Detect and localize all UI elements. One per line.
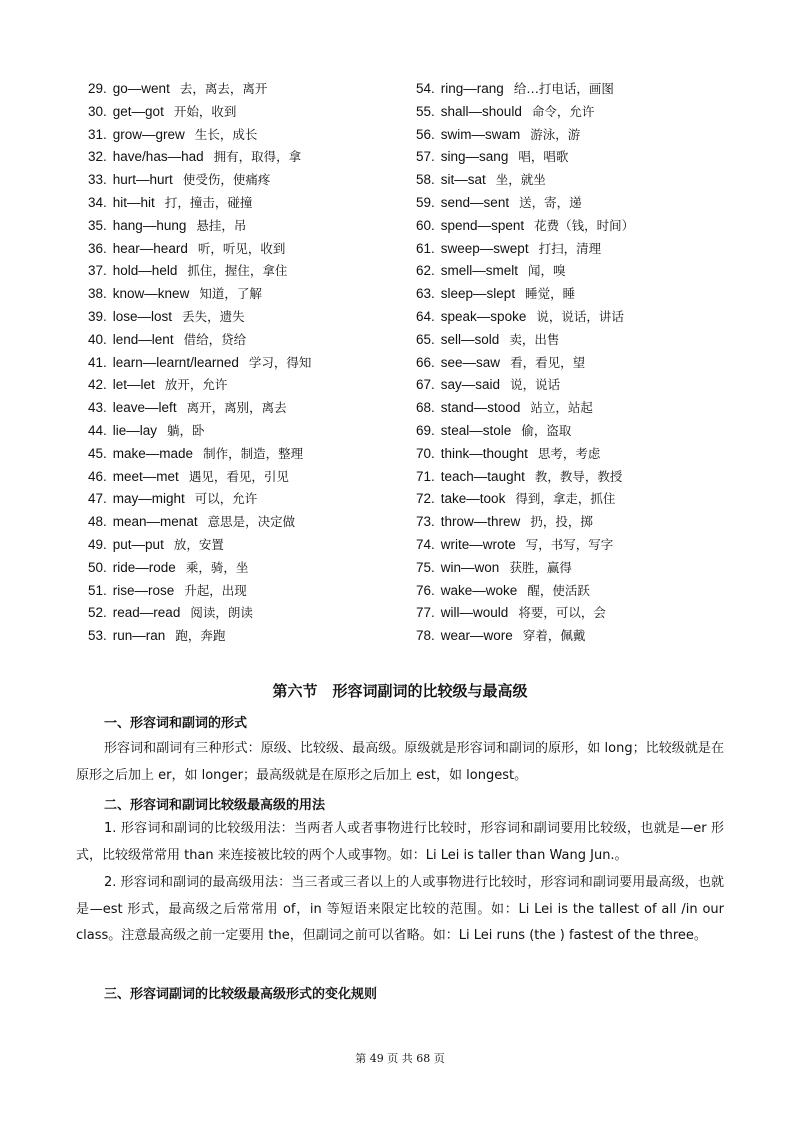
- verb-meaning: 躺，卧: [167, 422, 205, 438]
- verb-forms: hang—hung: [112, 217, 187, 233]
- entry-number: 75.: [416, 559, 435, 575]
- entry-number: 33.: [88, 172, 107, 188]
- verb-forms: shall—should: [440, 103, 522, 119]
- verb-forms: sell—sold: [440, 331, 500, 347]
- verb-forms: grow—grew: [112, 126, 185, 142]
- verb-forms: think—thought: [440, 445, 528, 461]
- verb-meaning: 跑，奔跑: [175, 628, 226, 644]
- heading-rules: 三、形容词副词的比较级最高级形式的变化规则: [104, 987, 378, 1002]
- verb-entry: [88, 260, 408, 283]
- verb-forms: steal—stole: [440, 422, 512, 438]
- entry-number: 49.: [88, 536, 107, 552]
- verb-forms: sit—sat: [440, 172, 486, 188]
- verb-entry: [88, 625, 408, 648]
- verb-meaning: 教，教导，教授: [534, 468, 623, 484]
- entry-number: 72.: [416, 491, 435, 507]
- verb-entry: [416, 534, 736, 557]
- verb-entry: [88, 580, 408, 603]
- entry-number: 66.: [416, 354, 435, 370]
- verb-meaning: 打扫，清理: [538, 240, 602, 256]
- verb-entry: [416, 580, 736, 603]
- heading-forms: 一、形容词和副词的形式: [104, 716, 248, 731]
- verb-entry: [416, 466, 736, 489]
- entry-number: 77.: [416, 605, 435, 621]
- verb-meaning: 乘，骑，坐: [185, 559, 249, 575]
- verb-entry: [88, 215, 408, 238]
- verb-forms: learn—learnt/learned: [112, 354, 239, 370]
- verb-meaning: 唱，唱歌: [518, 149, 569, 165]
- verb-entry: [416, 488, 736, 511]
- entry-number: 78.: [416, 628, 435, 644]
- verb-meaning: 知道，了解: [199, 286, 262, 302]
- entry-number: 60.: [416, 217, 435, 233]
- verb-list-right: [416, 78, 736, 648]
- verb-forms: let—let: [112, 377, 155, 393]
- verb-entry: [416, 78, 736, 101]
- verb-entry: [88, 374, 408, 397]
- verb-forms: meet—met: [112, 468, 179, 484]
- entry-number: 58.: [416, 172, 435, 188]
- verb-forms: ride—rode: [112, 559, 176, 575]
- entry-number: 48.: [88, 514, 107, 530]
- verb-entry: [88, 169, 408, 192]
- verb-meaning: 学习，得知: [248, 354, 312, 370]
- verb-meaning: 命令，允许: [531, 103, 595, 119]
- verb-meaning: 坐，就坐: [495, 172, 546, 188]
- verb-meaning: 抓住，握住，拿住: [187, 263, 288, 279]
- verb-entry: [416, 420, 736, 443]
- verb-forms: throw—threw: [440, 514, 521, 530]
- entry-number: 29.: [88, 81, 107, 96]
- verb-meaning: 拥有，取得，拿: [213, 149, 302, 165]
- page-footer: 第 49 页 共 68 页: [355, 1052, 445, 1065]
- verb-entry: [416, 602, 736, 625]
- verb-meaning: 给…打电话，画图: [513, 81, 614, 96]
- verb-entry: [416, 306, 736, 329]
- verb-forms: hold—held: [112, 263, 178, 279]
- verb-meaning: 看，看见，望: [510, 354, 586, 370]
- entry-number: 76.: [416, 582, 435, 598]
- entry-number: 39.: [88, 308, 107, 324]
- entry-number: 30.: [88, 103, 107, 119]
- verb-entry: [88, 146, 408, 169]
- entry-number: 37.: [88, 263, 107, 279]
- verb-entry: [88, 306, 408, 329]
- verb-entry: [416, 146, 736, 169]
- verb-forms: read—read: [112, 605, 181, 621]
- verb-meaning: 放开，允许: [164, 377, 228, 393]
- verb-forms: speak—spoke: [440, 308, 527, 324]
- verb-entry: [88, 283, 408, 306]
- verb-entry: [416, 192, 736, 215]
- verb-meaning: 卖，出售: [509, 331, 560, 347]
- entry-number: 57.: [416, 149, 435, 165]
- verb-forms: go—went: [112, 81, 170, 96]
- verb-forms: spend—spent: [440, 217, 525, 233]
- verb-entry: [88, 329, 408, 352]
- entry-number: 68.: [416, 400, 435, 416]
- verb-entry: [416, 329, 736, 352]
- entry-number: 35.: [88, 217, 107, 233]
- verb-entry: [416, 283, 736, 306]
- entry-number: 45.: [88, 445, 107, 461]
- verb-forms: run—ran: [112, 628, 166, 644]
- entry-number: 59.: [416, 194, 435, 210]
- paragraph-forms: 形容词和副词有三种形式：原级、比较级、最高级。原级就是形容词和副词的原形，如 long；比较级就是在原形之后加上 er，如 longer；最高级就是在原形之后加上 est，如 longest。: [76, 741, 724, 783]
- verb-meaning: 得到，拿走，抓住: [515, 491, 616, 507]
- entry-number: 40.: [88, 331, 107, 347]
- verb-forms: wake—woke: [440, 582, 518, 598]
- verb-forms: ring—rang: [440, 81, 504, 96]
- verb-meaning: 听，听见，收到: [197, 240, 286, 256]
- verb-forms: know—knew: [112, 286, 190, 302]
- entry-number: 73.: [416, 514, 435, 530]
- verb-forms: sleep—slept: [440, 286, 516, 302]
- verb-forms: hear—heard: [112, 240, 188, 256]
- verb-entry: [416, 625, 736, 648]
- verb-entry: [88, 511, 408, 534]
- verb-entry: [88, 534, 408, 557]
- verb-forms: lose—lost: [112, 308, 173, 324]
- entry-number: 74.: [416, 536, 435, 552]
- entry-number: 67.: [416, 377, 435, 393]
- verb-forms: write—wrote: [440, 536, 516, 552]
- verb-meaning: 花费（钱，时间）: [534, 217, 635, 233]
- entry-number: 32.: [88, 149, 107, 165]
- verb-forms: teach—taught: [440, 468, 525, 484]
- verb-forms: win—won: [440, 559, 500, 575]
- verb-forms: get—got: [112, 103, 164, 119]
- verb-entry: [88, 397, 408, 420]
- verb-meaning: 可以，允许: [194, 491, 258, 507]
- verb-forms: make—made: [112, 445, 194, 461]
- verb-entry: [416, 260, 736, 283]
- verb-forms: sing—sang: [440, 149, 509, 165]
- verb-meaning: 制作，制造，整理: [203, 445, 304, 461]
- paragraph-comparative-usage: 1. 形容词和副词的比较级用法：当两者人或者事物进行比较时，形容词和副词要用比较级，也就是—er 形式，比较级常常用 than 来连接被比较的两个人或事物。如：Li Lei is taller than Wang Jun.。: [76, 821, 724, 863]
- verb-forms: take—took: [440, 491, 506, 507]
- entry-number: 41.: [88, 354, 107, 370]
- entry-number: 54.: [416, 81, 435, 96]
- verb-forms: say—said: [440, 377, 501, 393]
- verb-meaning: 送，寄，递: [519, 194, 582, 210]
- verb-meaning: 阅读，朗读: [190, 605, 253, 621]
- verb-entry: [88, 443, 408, 466]
- verb-entry: [88, 602, 408, 625]
- entry-number: 56.: [416, 126, 435, 142]
- entry-number: 44.: [88, 422, 107, 438]
- entry-number: 31.: [88, 126, 107, 142]
- verb-entry: [88, 78, 408, 101]
- verb-entry: [416, 215, 736, 238]
- entry-number: 52.: [88, 605, 107, 621]
- verb-forms: will—would: [440, 605, 509, 621]
- entry-number: 51.: [88, 582, 107, 598]
- verb-meaning: 使受伤，使痛疼: [182, 172, 271, 188]
- verb-meaning: 醒，使活跃: [527, 582, 590, 598]
- entry-number: 42.: [88, 377, 107, 393]
- verb-entry: [88, 238, 408, 261]
- verb-forms: stand—stood: [440, 400, 521, 416]
- verb-meaning: 将要，可以，会: [518, 605, 606, 621]
- verb-meaning: 闻，嗅: [528, 263, 566, 279]
- entry-number: 36.: [88, 240, 107, 256]
- verb-entry: [88, 466, 408, 489]
- verb-entry: [416, 557, 736, 580]
- entry-number: 61.: [416, 240, 435, 256]
- verb-meaning: 思考，考虑: [537, 445, 601, 461]
- paragraph-superlative-usage: 2. 形容词和副词的最高级用法：当三者或三者以上的人或事物进行比较时，形容词和副词要用最高级，也就是—est 形式，最高级之后常常用 of，in 等短语来限定比较的范围。如：Li Lei is the tallest of all /in our class。注意最高级之前一定要用 the，但副词之前可以省略。如：Li Lei runs (the ) fastest of the three。: [76, 875, 724, 943]
- verb-forms: see—saw: [440, 354, 501, 370]
- verb-entry: [88, 557, 408, 580]
- verb-meaning: 离开，离别，离去: [186, 400, 287, 416]
- verb-entry: [88, 101, 408, 124]
- verb-list-left: [88, 78, 408, 648]
- verb-meaning: 打，撞击，碰撞: [164, 194, 253, 210]
- entry-number: 64.: [416, 308, 435, 324]
- verb-meaning: 意思是，决定做: [207, 514, 296, 530]
- verb-meaning: 站立，站起: [530, 400, 593, 416]
- verb-entry: [88, 352, 408, 375]
- entry-number: 62.: [416, 263, 435, 279]
- verb-entry: [416, 101, 736, 124]
- entry-number: 34.: [88, 194, 107, 210]
- entry-number: 70.: [416, 445, 435, 461]
- entry-number: 43.: [88, 400, 107, 416]
- verb-forms: wear—wore: [440, 628, 513, 644]
- verb-forms: lend—lent: [112, 331, 174, 347]
- verb-meaning: 遇见，看见，引见: [188, 468, 289, 484]
- verb-entry: [416, 124, 736, 147]
- entry-number: 50.: [88, 559, 107, 575]
- section-title: 第六节 形容词副词的比较级与最高级: [272, 682, 528, 700]
- verb-forms: put—put: [112, 536, 164, 552]
- verb-forms: send—sent: [440, 194, 510, 210]
- verb-meaning: 丢失，遗失: [182, 308, 245, 324]
- entry-number: 71.: [416, 468, 435, 484]
- entry-number: 69.: [416, 422, 435, 438]
- verb-entry: [88, 124, 408, 147]
- verb-forms: sweep—swept: [440, 240, 529, 256]
- verb-meaning: 游泳，游: [530, 126, 581, 142]
- verb-meaning: 说，说话，讲话: [536, 308, 624, 324]
- verb-forms: smell—smelt: [440, 263, 519, 279]
- heading-usage: 二、形容词和副词比较级最高级的用法: [104, 798, 326, 813]
- verb-entry: [416, 443, 736, 466]
- verb-meaning: 升起，出现: [184, 582, 247, 598]
- verb-meaning: 偷，盗取: [521, 422, 572, 438]
- verb-entry: [416, 374, 736, 397]
- verb-entry: [416, 238, 736, 261]
- verb-entry: [416, 511, 736, 534]
- entry-number: 63.: [416, 286, 435, 302]
- verb-forms: mean—menat: [112, 514, 198, 530]
- verb-entry: [88, 488, 408, 511]
- verb-meaning: 说，说话: [510, 377, 561, 393]
- verb-forms: hurt—hurt: [112, 172, 173, 188]
- verb-entry: [416, 352, 736, 375]
- verb-forms: swim—swam: [440, 126, 521, 142]
- verb-entry: [416, 169, 736, 192]
- verb-entry: [88, 192, 408, 215]
- verb-forms: lie—lay: [112, 422, 158, 438]
- verb-entry: [88, 420, 408, 443]
- verb-meaning: 借给，贷给: [183, 331, 247, 347]
- entry-number: 38.: [88, 286, 107, 302]
- verb-meaning: 获胜，赢得: [509, 559, 572, 575]
- verb-forms: may—might: [112, 491, 185, 507]
- verb-forms: rise—rose: [112, 582, 175, 598]
- verb-meaning: 睡觉，睡: [525, 286, 576, 302]
- verb-entry: [416, 397, 736, 420]
- entry-number: 65.: [416, 331, 435, 347]
- entry-number: 46.: [88, 468, 107, 484]
- verb-meaning: 写，书写，写字: [525, 536, 614, 552]
- verb-meaning: 扔，投，掷: [530, 514, 593, 530]
- entry-number: 55.: [416, 103, 435, 119]
- verb-meaning: 穿着，佩戴: [522, 628, 586, 644]
- verb-forms: hit—hit: [112, 194, 155, 210]
- verb-meaning: 开始，收到: [173, 103, 237, 119]
- verb-meaning: 去，离去，离开: [179, 81, 268, 96]
- entry-number: 53.: [88, 628, 107, 644]
- entry-number: 47.: [88, 491, 107, 507]
- verb-forms: leave—left: [112, 400, 177, 416]
- verb-meaning: 放，安置: [173, 536, 224, 552]
- verb-meaning: 悬挂，吊: [196, 217, 247, 233]
- verb-forms: have/has—had: [112, 149, 204, 165]
- verb-meaning: 生长，成长: [194, 126, 258, 142]
